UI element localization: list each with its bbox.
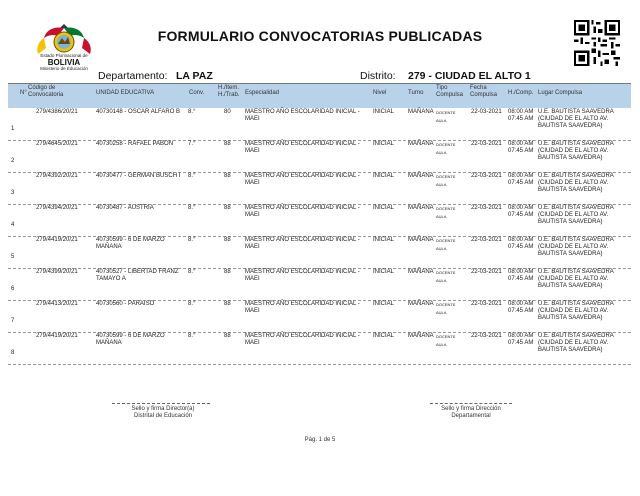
cell-num: 1 — [11, 126, 15, 132]
cell-codigo: 279/4399/20/21 — [36, 269, 78, 275]
logo-line1: Estado Plurinacional de — [40, 53, 88, 58]
cell-num: 2 — [11, 158, 15, 164]
cell-num: 5 — [11, 254, 15, 260]
cell-especialidad: MAESTRO AÑO ESCOLARIDAD INICIAL - MAEI — [245, 205, 360, 218]
cell-codigo: 279/4419/20/21 — [36, 333, 78, 339]
cell-num: 8 — [11, 350, 15, 356]
cell-especialidad: MAESTRO AÑO ESCOLARIDAD INICIAL - MAEI — [245, 141, 360, 154]
page-number: Pág. 1 de 5 — [304, 437, 336, 443]
cell-especialidad: MAESTRO AÑO ESCOLARIDAD INICIAL - MAEI — [245, 269, 360, 282]
col-lugar: Lugar Compulsa — [538, 90, 583, 96]
cell-nivel: INICIAL — [373, 269, 395, 275]
distrito-label: Distrito: — [360, 70, 396, 82]
col-tipo: Tipo Compulsa — [436, 85, 464, 98]
table-row — [8, 204, 631, 237]
cell-codigo: 279/4645/20/21 — [36, 141, 78, 147]
col-horas: H./Item. H./Trab. — [218, 85, 240, 98]
table-row — [8, 108, 631, 141]
cell-lugar: U.E. BAUTISTA SAAVEDRA (CIUDAD DE EL ALTO AV. BAUTISTA SAAVEDRA) — [538, 333, 614, 353]
col-num: N° — [20, 90, 27, 96]
cell-nivel: INICIAL — [373, 109, 395, 115]
cell-num: 3 — [11, 190, 15, 196]
cell-unidad: 40730527 - LIBERTAD FRANZ TAMAYO A — [96, 269, 179, 282]
cell-nivel: INICIAL — [373, 205, 395, 211]
cell-especialidad: MAESTRO AÑO ESCOLARIDAD INICIAL - MAEI — [245, 301, 360, 314]
cell-nivel: INICIAL — [373, 301, 395, 307]
cell-horas: 88 — [224, 141, 231, 147]
col-nivel: Nivel — [373, 90, 387, 96]
cell-fecha: 22-03-2021 — [471, 301, 502, 307]
departamento-value: LA PAZ — [176, 70, 213, 82]
cell-fecha: 22-03-2021 — [471, 109, 502, 115]
cell-conv: 8.° — [188, 173, 196, 179]
cell-horas: 88 — [224, 205, 231, 211]
cell-fecha: 22-03-2021 — [471, 333, 502, 339]
cell-hcomp: 08:00 AM 07:45 AM — [508, 141, 534, 154]
cell-unidad: 40730560 - PARAISO — [96, 301, 155, 307]
cell-nivel: INICIAL — [373, 141, 395, 147]
cell-tipo: DOCENTE AULA — [436, 238, 456, 251]
cell-lugar: U.E. BAUTISTA SAAVEDRA (CIUDAD DE EL ALTO AV. BAUTISTA SAAVEDRA) — [538, 269, 614, 289]
cell-lugar: U.E. BAUTISTA SAAVEDRA (CIUDAD DE EL ALTO AV. BAUTISTA SAAVEDRA) — [538, 141, 614, 161]
table-row — [8, 300, 631, 333]
signature-right: Sello y firma Dirección Departamental — [441, 406, 501, 419]
cell-num: 7 — [11, 318, 15, 324]
cell-horas: 80 — [224, 109, 231, 115]
table-row — [8, 172, 631, 205]
cell-num: 4 — [11, 222, 15, 228]
cell-hcomp: 08:00 AM 07:45 AM — [508, 109, 534, 122]
cell-nivel: INICIAL — [373, 173, 395, 179]
table-row — [8, 236, 631, 269]
col-codigo: Código de Convocatoria — [28, 85, 64, 98]
cell-hcomp: 08:00 AM 07:45 AM — [508, 269, 534, 282]
cell-codigo: 279/4413/20/21 — [36, 301, 78, 307]
cell-horas: 88 — [224, 173, 231, 179]
cell-tipo: DOCENTE AULA — [436, 110, 456, 123]
cell-hcomp: 08:00 AM 07:45 AM — [508, 205, 534, 218]
department-district-line — [0, 70, 640, 84]
cell-num: 6 — [11, 286, 15, 292]
cell-unidad: 40730599 - 6 DE MARZO MAÑANA — [96, 237, 165, 250]
cell-tipo: DOCENTE AULA — [436, 206, 456, 219]
cell-turno: MAÑANA — [408, 269, 434, 275]
table-row — [8, 332, 631, 365]
cell-horas: 88 — [224, 301, 231, 307]
cell-turno: MAÑANA — [408, 237, 434, 243]
cell-tipo: DOCENTE AULA — [436, 270, 456, 283]
cell-fecha: 22-03-2021 — [471, 141, 502, 147]
cell-conv: 8.° — [188, 333, 196, 339]
cell-tipo: DOCENTE AULA — [436, 142, 456, 155]
cell-horas: 88 — [224, 333, 231, 339]
cell-unidad: 40730477 - GERMAN BUSCH I — [96, 173, 181, 179]
cell-tipo: DOCENTE AULA — [436, 302, 456, 315]
cell-horas: 88 — [224, 237, 231, 243]
cell-lugar: U.E. BAUTISTA SAAVEDRA (CIUDAD DE EL ALTO AV. BAUTISTA SAAVEDRA) — [538, 205, 614, 225]
cell-codigo: 279/4419/20/21 — [36, 237, 78, 243]
col-hcomp: H./Comp. — [508, 90, 534, 96]
col-conv: Conv. — [189, 90, 205, 96]
qr-code-icon — [574, 20, 620, 66]
cell-especialidad: MAESTRO AÑO ESCOLARIDAD INICIAL - MAEI — [245, 333, 360, 346]
table-header — [8, 83, 631, 108]
cell-turno: MAÑANA — [408, 109, 434, 115]
cell-lugar: U.E. BAUTISTA SAAVEDRA (CIUDAD DE EL ALTO AV. BAUTISTA SAAVEDRA) — [538, 237, 614, 257]
cell-fecha: 22-03-2021 — [471, 205, 502, 211]
cell-especialidad: MAESTRO AÑO ESCOLARIDAD INICIAL - MAEI — [245, 173, 360, 186]
cell-tipo: DOCENTE AULA — [436, 174, 456, 187]
logo-line3: Ministerio de Educación — [40, 66, 88, 70]
cell-codigo: 279/4386/20/21 — [36, 109, 78, 115]
cell-hcomp: 08:00 AM 07:45 AM — [508, 301, 534, 314]
cell-fecha: 22-03-2021 — [471, 237, 502, 243]
cell-codigo: 279/4394/20/21 — [36, 205, 78, 211]
col-turno: Turno — [408, 90, 424, 96]
cell-turno: MAÑANA — [408, 173, 434, 179]
cell-fecha: 22-03-2021 — [471, 173, 502, 179]
cell-especialidad: MAESTRO AÑO ESCOLARIDAD INICIAL - MAEI — [245, 109, 360, 122]
cell-conv: 8.° — [188, 205, 196, 211]
cell-unidad: 40730148 - OSCAR ALFARO B — [96, 109, 181, 115]
cell-hcomp: 08:00 AM 07:45 AM — [508, 333, 534, 346]
cell-conv: 8.° — [188, 237, 196, 243]
cell-unidad: 40730487 - AUSTRIA — [96, 205, 154, 211]
cell-turno: MAÑANA — [408, 141, 434, 147]
cell-hcomp: 08:00 AM 07:45 AM — [508, 237, 534, 250]
cell-conv: 8.° — [188, 269, 196, 275]
distrito-value: 279 - CIUDAD EL ALTO 1 — [408, 70, 531, 82]
page-title: FORMULARIO CONVOCATORIAS PUBLICADAS — [157, 28, 483, 44]
cell-horas: 88 — [224, 269, 231, 275]
table-row — [8, 140, 631, 173]
cell-conv: 7.° — [188, 141, 196, 147]
cell-unidad: 40730599 - 6 DE MARZO MAÑANA — [96, 333, 165, 346]
cell-lugar: U.E. BAUTISTA SAAVEDRA (CIUDAD DE EL ALTO AV. BAUTISTA SAAVEDRA) — [538, 109, 614, 129]
signature-line-right — [430, 403, 512, 404]
col-unidad: UNIDAD EDUCATIVA — [96, 90, 155, 96]
cell-especialidad: MAESTRO AÑO ESCOLARIDAD INICIAL - MAEI — [245, 237, 360, 250]
cell-tipo: DOCENTE AULA — [436, 334, 456, 347]
cell-turno: MAÑANA — [408, 205, 434, 211]
cell-conv: 8.° — [188, 109, 196, 115]
cell-nivel: INICIAL — [373, 237, 395, 243]
logo-line2: BOLIVIA — [47, 58, 81, 67]
cell-fecha: 22-03-2021 — [471, 269, 502, 275]
signature-left: Sello y firma Director(a) Distrital de Educación — [131, 406, 195, 419]
cell-turno: MAÑANA — [408, 333, 434, 339]
table-row — [8, 268, 631, 301]
cell-nivel: INICIAL — [373, 333, 395, 339]
cell-codigo: 279/4392/20/21 — [36, 173, 78, 179]
cell-lugar: U.E. BAUTISTA SAAVEDRA (CIUDAD DE EL ALTO AV. BAUTISTA SAAVEDRA) — [538, 301, 614, 321]
departamento-label: Departamento: — [98, 70, 168, 82]
signature-line-left — [112, 403, 210, 404]
col-especialidad: Especialidad — [245, 90, 280, 96]
cell-turno: MAÑANA — [408, 301, 434, 307]
cell-hcomp: 08:00 AM 07:45 AM — [508, 173, 534, 186]
cell-lugar: U.E. BAUTISTA SAAVEDRA (CIUDAD DE EL ALTO AV. BAUTISTA SAAVEDRA) — [538, 173, 614, 193]
cell-conv: 8.° — [188, 301, 196, 307]
cell-unidad: 40730258 - RAFAEL PABON — [96, 141, 174, 147]
col-fecha: Fecha Compulsa — [470, 85, 498, 98]
